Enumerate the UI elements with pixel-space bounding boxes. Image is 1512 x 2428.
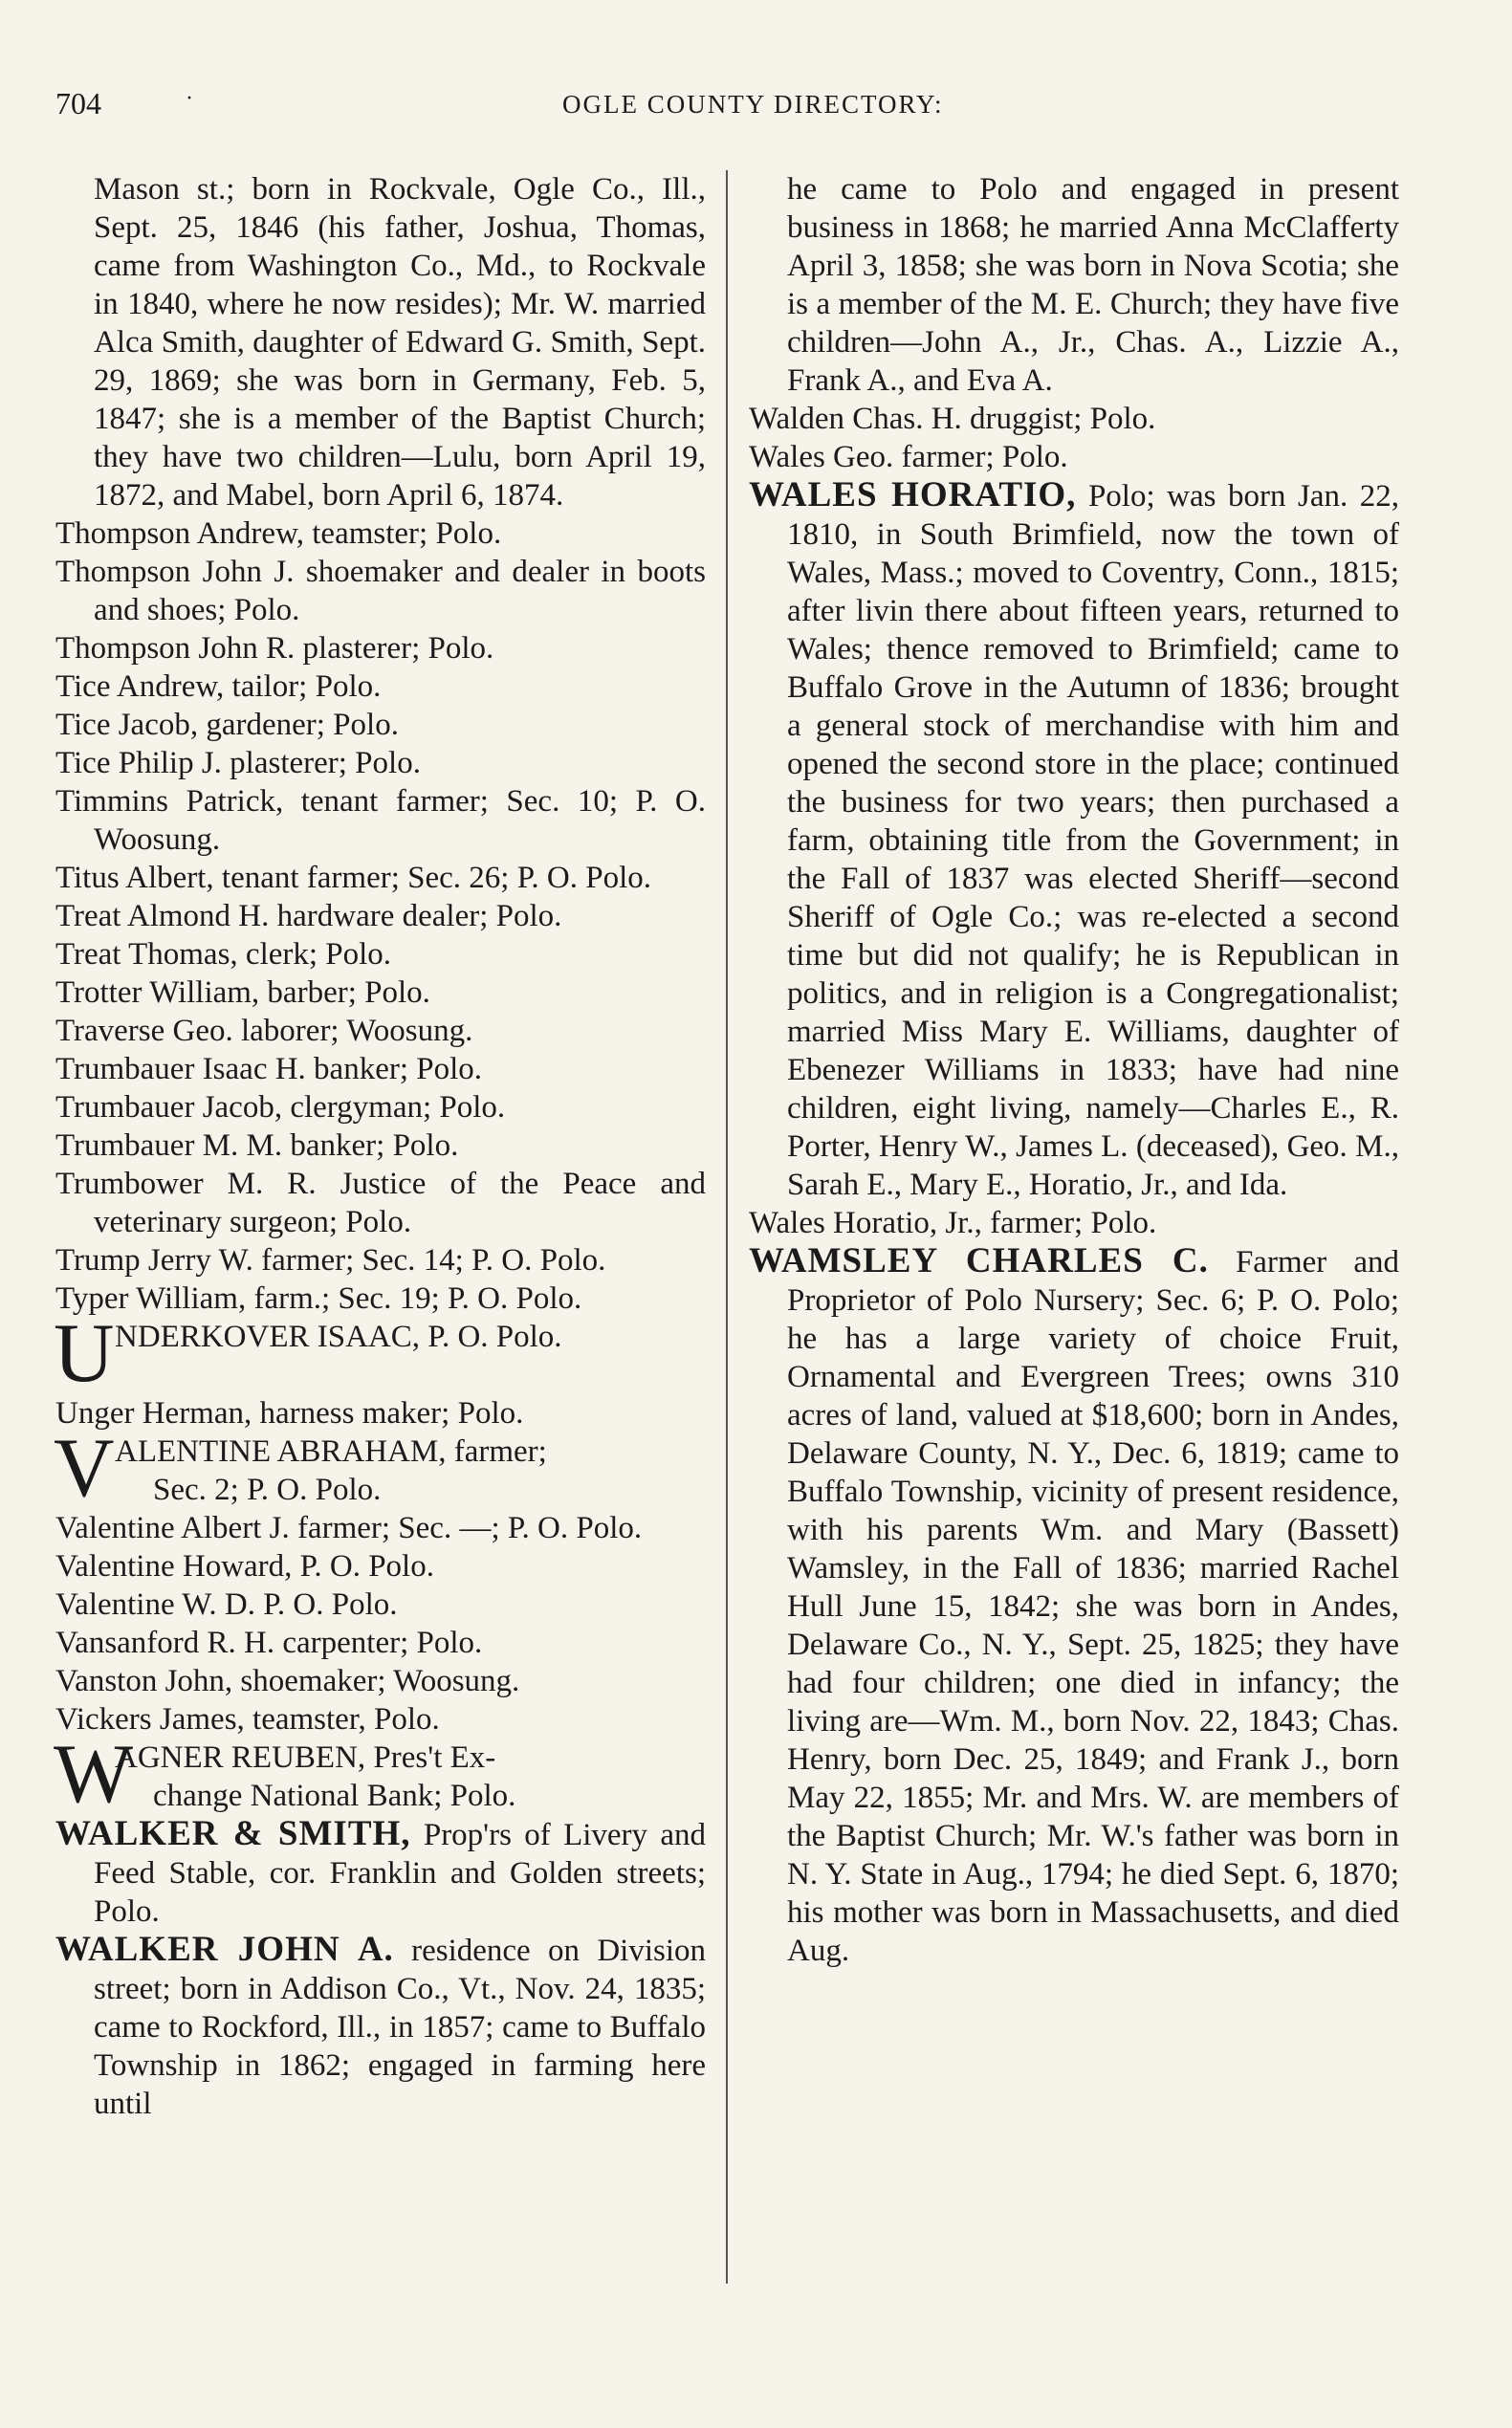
entry-text: Unger Herman, harness maker; Polo. bbox=[55, 1396, 524, 1431]
directory-entry bbox=[55, 1394, 706, 1433]
entry-continuation bbox=[749, 170, 1399, 400]
directory-entry bbox=[55, 1586, 706, 1624]
entry-text: Trumbower M. R. Justice of the Peace and veterinary surgeon; Polo. bbox=[55, 1167, 706, 1239]
directory-entry bbox=[55, 706, 706, 744]
header-mark: · bbox=[186, 86, 195, 111]
entry-text: Traverse Geo. laborer; Woosung. bbox=[55, 1014, 473, 1048]
entry-text: he came to Polo and engaged in present business in 1868; he married Anna McClafferty April 3, 1858; she was born in Nova Scotia; she is a member of the M. E. Church; they have five children—John A., Jr., Chas. A., Lizzie A., Frank A., and Eva A. bbox=[787, 172, 1399, 398]
directory-entry bbox=[55, 935, 706, 973]
section-initial-entry bbox=[54, 1728, 706, 1821]
entry-text: Thompson John R. plasterer; Polo. bbox=[55, 631, 494, 666]
entry-text: residence on Division street; born in Addison Co., Vt., Nov. 24, 1835; came to Rockford, Ill., in 1857; came to Buffalo Township in 1862; engaged in farming here until bbox=[94, 1934, 706, 2121]
entry-name: WALKER JOHN A. bbox=[55, 1930, 394, 1969]
left-column bbox=[55, 170, 706, 2123]
directory-entry bbox=[749, 1204, 1399, 1242]
entry-text: Mason st.; born in Rockvale, Ogle Co., Ill., Sept. 25, 1846 (his father, Joshua, Thomas, came from Washington Co., Md., to Rockvale in 1840, where he now resides); Mr. W. married Alca Smith, daughter of Edward G. Smith, Sept. 29, 1869; she was born in Germany, Feb. 5, 1847; she is a member of the Baptist Church; they have two children—Lulu, born April 19, 1872, and Mabel, born April 6, 1874. bbox=[94, 172, 706, 513]
entry-name: WALKER & SMITH, bbox=[55, 1814, 411, 1853]
directory-entry bbox=[55, 667, 706, 706]
entry-text: Trumbauer M. M. banker; Polo. bbox=[55, 1128, 459, 1163]
directory-entry bbox=[55, 1127, 706, 1165]
entry-text: Prop'rs of Livery and Feed Stable, cor. Franklin and Golden streets; Polo. bbox=[94, 1818, 706, 1929]
page-number: 704 bbox=[55, 86, 101, 120]
entry-text-continued: change National Bank; Polo. bbox=[153, 1779, 516, 1813]
drop-cap: V bbox=[54, 1422, 115, 1515]
directory-entry bbox=[55, 859, 706, 897]
entry-text: Treat Thomas, clerk; Polo. bbox=[55, 937, 392, 972]
entry-text: NDERKOVER ISAAC, P. O. Polo. bbox=[115, 1320, 562, 1354]
entry-text: Valentine Howard, P. O. Polo. bbox=[55, 1549, 434, 1584]
entry-text: Trumbauer Jacob, clergyman; Polo. bbox=[55, 1090, 506, 1125]
directory-entry bbox=[55, 1241, 706, 1280]
entry-name: WAMSLEY CHARLES C. bbox=[749, 1241, 1209, 1280]
directory-entry bbox=[55, 1050, 706, 1088]
page-header bbox=[55, 86, 1394, 128]
entry-text: Farmer and Proprietor of Polo Nursery; Sec. 6; P. O. Polo; he has a large variety of choice Fruit, Ornamental and Evergreen Trees; owns 310 acres of land, valued at $18,600; born in Andes, Delaware County, N. Y., Dec. 6, 1819; came to Buffalo Township, vicinity of present residence, with his parents Wm. and Mary (Bassett) Wamsley, in the Fall of 1836; married Rachel Hull June 15, 1842; she was born in Andes, Delaware Co., N. Y., Sept. 25, 1825; they have had four children; one died in infancy; the living are—Wm. M., born Nov. 22, 1843; Chas. Henry, born Dec. 25, 1849; and Frank J., born May 22, 1855; Mr. and Mrs. W. are members of the Baptist Church; Mr. W.'s father was born in N. Y. State in Aug., 1794; he died Sept. 6, 1870; his mother was born in Massachusetts, and died Aug. bbox=[787, 1245, 1399, 1968]
entry-continuation bbox=[55, 170, 706, 514]
directory-entry bbox=[749, 400, 1399, 438]
running-title: OGLE COUNTY DIRECTORY: bbox=[562, 90, 944, 119]
drop-cap: U bbox=[54, 1307, 115, 1400]
section-initial-entry bbox=[54, 1422, 706, 1515]
entry-text: Vanston John, shoemaker; Woosung. bbox=[55, 1664, 520, 1698]
entry-text: Valentine W. D. P. O. Polo. bbox=[55, 1587, 398, 1622]
directory-entry bbox=[55, 1662, 706, 1700]
directory-entry bbox=[55, 973, 706, 1012]
section-initial-entry bbox=[54, 1307, 706, 1400]
directory-entry bbox=[55, 1088, 706, 1127]
drop-cap: W bbox=[54, 1728, 134, 1821]
entry-text: Titus Albert, tenant farmer; Sec. 26; P. O. Polo. bbox=[55, 861, 652, 895]
entry-text: Trumbauer Isaac H. banker; Polo. bbox=[55, 1052, 483, 1086]
directory-entry bbox=[55, 1280, 706, 1318]
entry-text: Polo; was born Jan. 22, 1810, in South Brimfield, now the town of Wales, Mass.; moved to Coventry, Conn., 1815; after livin there about fifteen years, returned to Wales; thence removed to Brimfield; came to Buffalo Grove in the Autumn of 1836; brought a general stock of merchandise with him and opened the second store in the place; continued the business for two years; then purchased a farm, obtaining title from the Government; in the Fall of 1837 was elected Sheriff—second Sheriff of Ogle Co.; was re-elected a second time but did not qualify; he is Republican in politics, and in religion is a Congregationalist; married Miss Mary E. Williams, daughter of Ebenezer Williams in 1833; have had nine children, eight living, namely—Charles E., R. Porter, Henry W., James L. (deceased), Geo. M., Sarah E., Mary E., Horatio, Jr., and Ida. bbox=[787, 479, 1399, 1202]
column-divider bbox=[726, 170, 728, 2284]
entry-text: ALENTINE ABRAHAM, farmer; bbox=[115, 1434, 547, 1469]
directory-entry bbox=[55, 1165, 706, 1241]
entry-text: Thompson Andrew, teamster; Polo. bbox=[55, 516, 502, 551]
featured-entry bbox=[749, 476, 1399, 1204]
right-column bbox=[749, 170, 1399, 1970]
entry-text: Trotter William, barber; Polo. bbox=[55, 975, 430, 1010]
entry-text: Tice Philip J. plasterer; Polo. bbox=[55, 746, 421, 780]
directory-entry bbox=[55, 744, 706, 782]
directory-entry bbox=[55, 514, 706, 553]
directory-entry bbox=[55, 1012, 706, 1050]
entry-text-continued: Sec. 2; P. O. Polo. bbox=[153, 1473, 382, 1507]
directory-entry bbox=[55, 1624, 706, 1662]
entry-name: WALES HORATIO, bbox=[749, 475, 1077, 514]
entry-text: Vansanford R. H. carpenter; Polo. bbox=[55, 1626, 483, 1660]
entry-text: Tice Jacob, gardener; Polo. bbox=[55, 708, 399, 742]
entry-text: Wales Horatio, Jr., farmer; Polo. bbox=[749, 1206, 1157, 1240]
directory-entry bbox=[55, 1700, 706, 1739]
featured-entry bbox=[55, 1815, 706, 1931]
entry-text: Thompson John J. shoemaker and dealer in boots and shoes; Polo. bbox=[55, 555, 706, 627]
entry-text: AGNER REUBEN, Pres't Ex- bbox=[115, 1740, 496, 1775]
entry-text: Tice Andrew, tailor; Polo. bbox=[55, 669, 382, 704]
entry-text: Valentine Albert J. farmer; Sec. —; P. O. Polo. bbox=[55, 1511, 643, 1545]
directory-entry bbox=[55, 553, 706, 629]
directory-entry bbox=[55, 629, 706, 667]
entry-text: Timmins Patrick, tenant farmer; Sec. 10; P. O. Woosung. bbox=[55, 784, 706, 857]
entry-text: Treat Almond H. hardware dealer; Polo. bbox=[55, 899, 562, 933]
directory-entry bbox=[749, 438, 1399, 476]
entry-text: Vickers James, teamster, Polo. bbox=[55, 1702, 440, 1737]
directory-entry bbox=[55, 1547, 706, 1586]
featured-entry bbox=[749, 1242, 1399, 1970]
entry-text: Typer William, farm.; Sec. 19; P. O. Polo. bbox=[55, 1281, 582, 1316]
entry-text: Trump Jerry W. farmer; Sec. 14; P. O. Polo. bbox=[55, 1243, 606, 1278]
featured-entry bbox=[55, 1931, 706, 2123]
entry-text: Walden Chas. H. druggist; Polo. bbox=[749, 402, 1156, 436]
directory-entry bbox=[55, 782, 706, 859]
directory-entry bbox=[55, 1509, 706, 1547]
directory-entry bbox=[55, 897, 706, 935]
entry-text: Wales Geo. farmer; Polo. bbox=[749, 440, 1068, 474]
